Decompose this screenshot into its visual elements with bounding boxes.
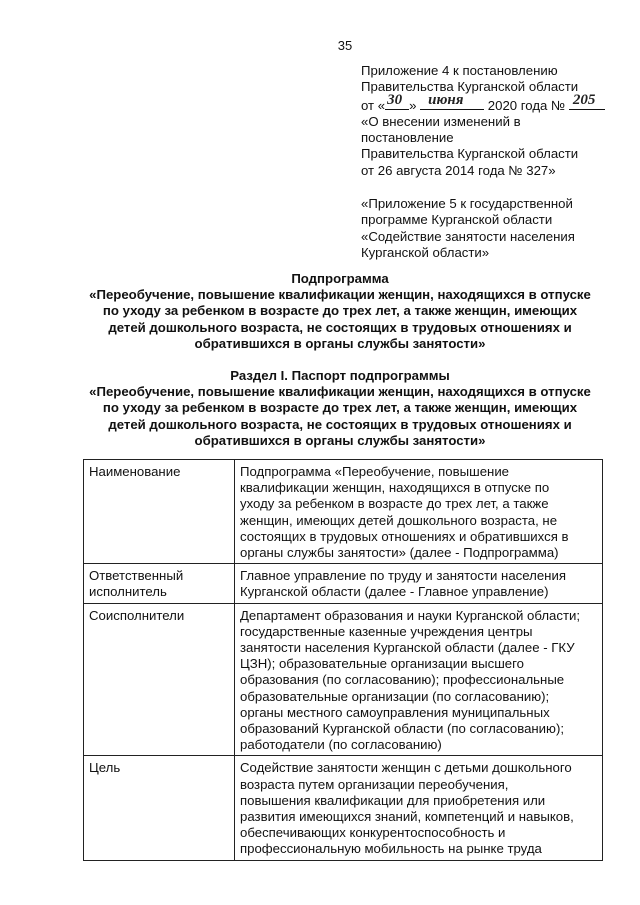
number-blank [569,91,605,110]
row-value-line: Департамент образования и науки Курганской области; [240,607,581,623]
day-blank [385,91,409,110]
row-value-cell [235,460,603,564]
date-prefix: от « [361,97,386,113]
number-handwritten: 205 [572,91,596,108]
row-value-line: женщин, имеющих детей дошкольного возраста, не [240,512,558,528]
month-handwritten: июня [428,91,464,108]
row-label-cell [84,756,235,860]
row-value-cell [235,564,603,603]
row-label-cell [84,564,235,603]
row-value-line: Подпрограмма «Переобучение, повышение [240,464,510,479]
subprogram-title-line: «Переобучение, повышение квалификации женщин, находящихся в отпуске [89,287,591,303]
appendix-line: постановление [361,130,454,146]
appendix-line: Курганской области» [361,244,490,260]
table-row [84,603,603,756]
row-value-line: состоящих в трудовых отношениях и обратившихся в [240,528,569,544]
row-value-line: Содействие занятости женщин с детьми дошкольного [240,760,572,776]
row-value-line: занятости населения Курганской области (далее - ГКУ [240,640,575,656]
row-value-line: повышения квалификации для приобретения или [240,792,546,808]
subprogram-heading: Подпрограмма [291,271,389,286]
row-value-line: образования (по согласованию); профессиональные [240,672,565,688]
subprogram-title-line: детей дошкольного возраста, не состоящих в трудовых отношениях и [108,319,572,335]
section-heading: Раздел I. Паспорт подпрограммы [230,368,450,383]
row-value-line: обеспечивающих конкурентоспособность и [240,825,506,841]
appendix-line: Приложение 4 к постановлению [361,63,558,78]
row-value-line: развития имеющихся знаний, компетенций и навыков, [240,809,574,825]
row-value-line: органы местного самоуправления муниципальных [240,704,550,720]
row-value-line: образований Курганской области (по согласованию); [240,721,564,737]
appendix-block [361,63,621,261]
row-value-cell [235,603,603,756]
month-blank [420,91,484,110]
day-handwritten: 30 [387,91,403,108]
page-number: 35 [337,38,353,53]
row-value-line: образовательные организации (по согласованию); [240,688,550,704]
section-title-line: «Переобучение, повышение квалификации женщин, находящихся в отпуске [89,384,591,400]
row-value-cell [235,756,603,860]
subprogram-title-line: обратившихся в органы службы занятости» [194,335,486,351]
row-value-line: органы службы занятости» (далее - Подпрограмма) [240,545,559,561]
appendix-line: «О внесении изменений в [361,113,521,129]
appendix-line: программе Курганской области [361,212,553,228]
row-value-line: квалификации женщин, находящихся в отпуске по [240,480,550,496]
row-value-line: Курганской области (далее - Главное управление) [240,584,549,600]
row-label: Наименование [89,464,181,479]
table-row [84,564,603,603]
date-mid: » [409,97,417,113]
row-value-line: профессиональную мобильность на рынке труда [240,841,542,857]
row-value-line: возраста путем организации переобучения, [240,776,509,792]
passport-table [83,459,603,861]
row-label-cell [84,460,235,564]
row-label: Цель [89,760,121,776]
section-title-line: детей дошкольного возраста, не состоящих в трудовых отношениях и [108,416,572,432]
appendix-line: Правительства Курганской области [361,79,579,95]
section-title-line: обратившихся в органы службы занятости» [194,432,486,448]
appendix-line: от 26 августа 2014 года № 327» [361,162,556,178]
subprogram-title [60,271,620,352]
row-value-line: государственные казенные учреждения центры [240,623,533,639]
row-label: Ответственный [89,568,184,584]
subprogram-title-line: по уходу за ребенком в возрасте до трех лет, а также женщин, имеющих [102,303,578,319]
row-value-line: Главное управление по труду и занятости населения [240,568,566,584]
table-row [84,756,603,860]
row-value-line: работодатели (по согласованию) [240,737,442,753]
appendix-line: «Содействие занятости населения [361,228,575,244]
appendix-line: «Приложение 5 к государственной [361,196,573,212]
row-label-cell [84,603,235,756]
section-title-line: по уходу за ребенком в возрасте до трех лет, а также женщин, имеющих [102,400,578,416]
row-label: исполнитель [89,584,167,600]
row-value-line: уходу за ребенком в возрасте до трех лет, а также [240,496,549,512]
section-title [60,368,620,449]
appendix-line: Правительства Курганской области [361,146,579,162]
date-year: 2020 года № [487,97,566,113]
row-value-line: ЦЗН); образовательные организации высшего [240,656,524,672]
row-label: Соисполнители [89,607,185,623]
appendix-date-line [361,91,621,114]
table-row [84,460,603,564]
